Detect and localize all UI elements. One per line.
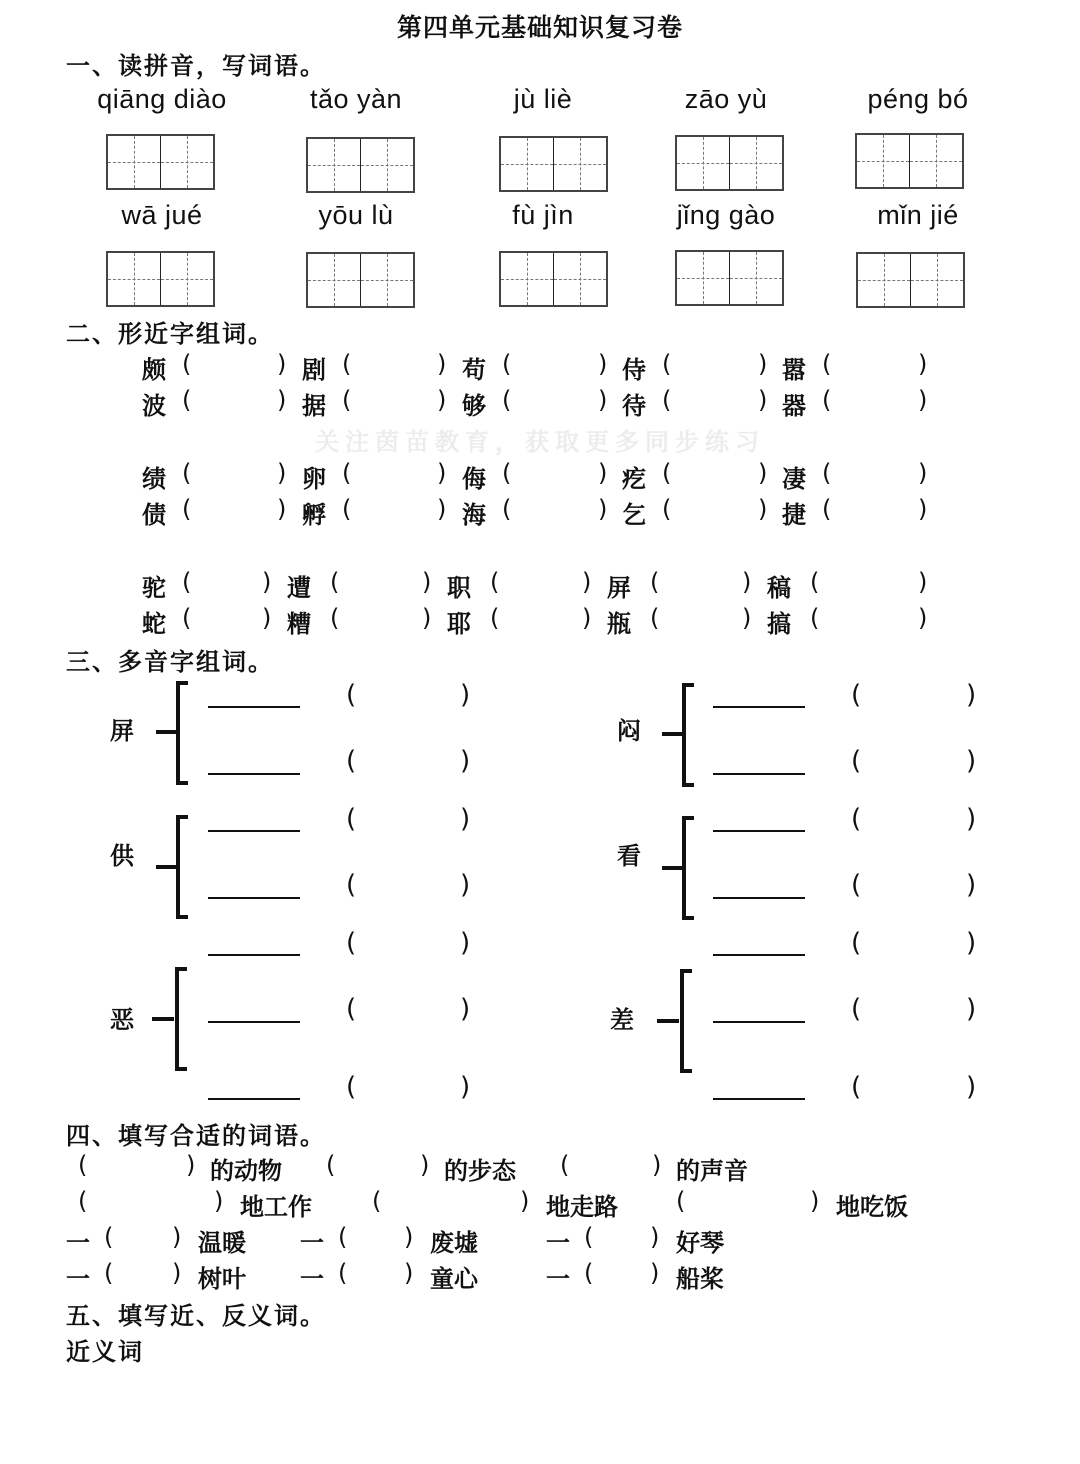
close-paren: ) (650, 1259, 660, 1287)
close-paren: ) (460, 928, 471, 958)
pinyin-label: wā jué (121, 200, 203, 230)
open-paren: ( (851, 804, 862, 834)
open-paren: ( (346, 928, 357, 958)
section-2-heading: 二、形近字组词。 (66, 320, 274, 348)
close-paren: ) (650, 1223, 660, 1251)
section-1-heading: 一、读拼音，写词语。 (66, 52, 326, 80)
open-paren: ( (182, 386, 192, 414)
synonyms-subheading: 近义词 (66, 1338, 144, 1366)
similar-char: 蛇 (142, 610, 166, 638)
similar-char: 屏 (607, 574, 631, 602)
fill-word: 的步态 (444, 1157, 516, 1185)
open-paren: ( (662, 386, 672, 414)
similar-char: 卵 (302, 465, 326, 493)
answer-blank[interactable] (713, 897, 805, 899)
open-paren: ( (78, 1151, 88, 1179)
close-paren: ) (742, 568, 752, 596)
similar-char: 剧 (302, 356, 326, 384)
watermark: 关注茵苗教育，获取更多同步练习 (315, 428, 765, 456)
close-paren: ) (918, 386, 928, 414)
open-paren: ( (662, 350, 672, 378)
similar-char: 凄 (782, 465, 806, 493)
open-paren: ( (330, 604, 340, 632)
close-paren: ) (277, 350, 287, 378)
close-paren: ) (437, 386, 447, 414)
close-paren: ) (918, 495, 928, 523)
close-paren: ) (437, 495, 447, 523)
fill-word: 的声音 (676, 1157, 748, 1185)
close-paren: ) (404, 1223, 414, 1251)
open-paren: ( (851, 870, 862, 900)
polyphone-char: 差 (610, 1006, 634, 1034)
similar-char: 波 (142, 392, 166, 420)
similar-char: 据 (302, 392, 326, 420)
brace-stem (662, 732, 684, 736)
close-paren: ) (758, 459, 768, 487)
close-paren: ) (262, 604, 272, 632)
close-paren: ) (966, 994, 977, 1024)
answer-blank[interactable] (713, 954, 805, 956)
answer-blank[interactable] (208, 830, 300, 832)
quantifier-prefix: 一 (66, 1265, 90, 1293)
open-paren: ( (182, 568, 192, 596)
similar-char: 遭 (287, 574, 311, 602)
close-paren: ) (918, 604, 928, 632)
polyphone-char: 闷 (617, 717, 641, 745)
answer-blank[interactable] (208, 1021, 300, 1023)
tianzige-writing-box[interactable] (106, 251, 215, 307)
fill-word: 的动物 (210, 1157, 282, 1185)
open-paren: ( (810, 604, 820, 632)
pinyin-label: zāo yù (684, 84, 768, 114)
answer-blank[interactable] (713, 1098, 805, 1100)
pinyin-label: jǐng gào (676, 200, 776, 230)
open-paren: ( (851, 994, 862, 1024)
open-paren: ( (822, 386, 832, 414)
brace-stem (152, 1017, 174, 1021)
open-paren: ( (326, 1151, 336, 1179)
brace (175, 967, 187, 1071)
close-paren: ) (277, 459, 287, 487)
close-paren: ) (598, 495, 608, 523)
fill-row (0, 1151, 1080, 1183)
similar-char: 苟 (462, 356, 486, 384)
similar-char: 搞 (767, 610, 791, 638)
brace (682, 816, 694, 920)
fill-word: 好琴 (676, 1229, 724, 1257)
close-paren: ) (598, 459, 608, 487)
fill-word: 地工作 (240, 1193, 312, 1221)
tianzige-writing-box[interactable] (856, 252, 965, 308)
open-paren: ( (338, 1223, 348, 1251)
similar-char: 侮 (462, 465, 486, 493)
tianzige-writing-box[interactable] (855, 133, 964, 189)
close-paren: ) (652, 1151, 662, 1179)
close-paren: ) (758, 386, 768, 414)
close-paren: ) (598, 350, 608, 378)
open-paren: ( (584, 1259, 594, 1287)
open-paren: ( (182, 604, 192, 632)
similar-char: 稿 (767, 574, 791, 602)
polyphone-char: 看 (617, 842, 641, 870)
quantifier-prefix: 一 (546, 1265, 570, 1293)
open-paren: ( (560, 1151, 570, 1179)
close-paren: ) (966, 928, 977, 958)
answer-blank[interactable] (208, 897, 300, 899)
open-paren: ( (584, 1223, 594, 1251)
open-paren: ( (342, 459, 352, 487)
page-title: 第四单元基础知识复习卷 (396, 13, 683, 42)
open-paren: ( (650, 568, 660, 596)
pinyin-label: mǐn jié (877, 200, 959, 230)
fill-word: 童心 (430, 1265, 478, 1293)
close-paren: ) (277, 495, 287, 523)
open-paren: ( (662, 459, 672, 487)
close-paren: ) (460, 680, 471, 710)
answer-blank[interactable] (713, 706, 805, 708)
close-paren: ) (262, 568, 272, 596)
fill-word: 地走路 (546, 1193, 618, 1221)
polyphone-char: 屏 (110, 717, 134, 745)
close-paren: ) (460, 994, 471, 1024)
close-paren: ) (172, 1223, 182, 1251)
similar-char: 嚣 (782, 356, 806, 384)
open-paren: ( (822, 459, 832, 487)
open-paren: ( (502, 459, 512, 487)
open-paren: ( (851, 928, 862, 958)
similar-char: 器 (782, 392, 806, 420)
similar-char: 海 (462, 501, 486, 529)
open-paren: ( (662, 495, 672, 523)
section-5-heading: 五、填写近、反义词。 (66, 1302, 326, 1330)
open-paren: ( (851, 1072, 862, 1102)
similar-char: 瓶 (607, 610, 631, 638)
tianzige-writing-box[interactable] (306, 252, 415, 308)
open-paren: ( (346, 1072, 357, 1102)
open-paren: ( (822, 495, 832, 523)
fill-word: 船桨 (676, 1265, 724, 1293)
open-paren: ( (78, 1187, 88, 1215)
tianzige-writing-box[interactable] (499, 136, 608, 192)
tianzige-writing-box[interactable] (106, 134, 215, 190)
close-paren: ) (742, 604, 752, 632)
similar-char: 颇 (142, 356, 166, 384)
close-paren: ) (460, 1072, 471, 1102)
tianzige-writing-box[interactable] (675, 250, 784, 306)
similar-char: 耶 (447, 610, 471, 638)
open-paren: ( (502, 495, 512, 523)
close-paren: ) (966, 680, 977, 710)
open-paren: ( (822, 350, 832, 378)
polyphone-char: 供 (110, 842, 134, 870)
close-paren: ) (404, 1259, 414, 1287)
close-paren: ) (172, 1259, 182, 1287)
close-paren: ) (966, 1072, 977, 1102)
close-paren: ) (420, 1151, 430, 1179)
open-paren: ( (490, 604, 500, 632)
close-paren: ) (437, 350, 447, 378)
open-paren: ( (338, 1259, 348, 1287)
close-paren: ) (582, 568, 592, 596)
similar-char: 糟 (287, 610, 311, 638)
fill-word: 温暖 (198, 1229, 246, 1257)
open-paren: ( (346, 746, 357, 776)
quantifier-prefix: 一 (66, 1229, 90, 1257)
similar-char: 职 (447, 574, 471, 602)
similar-char: 疙 (622, 465, 646, 493)
brace (176, 681, 188, 785)
section-4-heading: 四、填写合适的词语。 (66, 1122, 326, 1150)
similar-char-row (0, 604, 1080, 638)
quantifier-prefix: 一 (300, 1229, 324, 1257)
pinyin-label: jù liè (513, 84, 573, 114)
fill-word: 废墟 (430, 1229, 478, 1257)
brace (680, 969, 692, 1073)
tianzige-writing-box[interactable] (306, 137, 415, 193)
open-paren: ( (342, 350, 352, 378)
open-paren: ( (851, 746, 862, 776)
answer-blank[interactable] (208, 773, 300, 775)
similar-char: 捷 (782, 501, 806, 529)
open-paren: ( (676, 1187, 686, 1215)
answer-blank[interactable] (713, 1021, 805, 1023)
quantifier-prefix: 一 (546, 1229, 570, 1257)
similar-char: 绩 (142, 465, 166, 493)
fill-row (0, 1259, 1080, 1291)
answer-blank[interactable] (208, 706, 300, 708)
close-paren: ) (520, 1187, 530, 1215)
fill-word: 地吃饭 (836, 1193, 908, 1221)
brace (682, 683, 694, 787)
pinyin-label: péng bó (867, 84, 969, 114)
open-paren: ( (182, 350, 192, 378)
brace-stem (657, 1019, 679, 1023)
brace-stem (662, 866, 684, 870)
open-paren: ( (372, 1187, 382, 1215)
brace-stem (156, 730, 178, 734)
brace (176, 815, 188, 919)
open-paren: ( (346, 680, 357, 710)
tianzige-writing-box[interactable] (499, 251, 608, 307)
tianzige-writing-box[interactable] (675, 135, 784, 191)
pinyin-label: tǎo yàn (309, 84, 403, 114)
similar-char: 够 (462, 392, 486, 420)
answer-blank[interactable] (208, 1098, 300, 1100)
open-paren: ( (851, 680, 862, 710)
open-paren: ( (346, 804, 357, 834)
answer-blank[interactable] (713, 830, 805, 832)
open-paren: ( (650, 604, 660, 632)
answer-blank[interactable] (208, 954, 300, 956)
fill-row (0, 1187, 1080, 1219)
similar-char-row (0, 495, 1080, 529)
close-paren: ) (918, 350, 928, 378)
open-paren: ( (182, 495, 192, 523)
pinyin-label: yōu lù (318, 200, 394, 230)
answer-blank[interactable] (713, 773, 805, 775)
pinyin-label: qiāng diào (97, 84, 227, 114)
fill-word: 树叶 (198, 1265, 246, 1293)
open-paren: ( (490, 568, 500, 596)
close-paren: ) (422, 604, 432, 632)
close-paren: ) (966, 804, 977, 834)
close-paren: ) (460, 746, 471, 776)
close-paren: ) (966, 746, 977, 776)
open-paren: ( (104, 1223, 114, 1251)
polyphone-char: 恶 (110, 1006, 134, 1034)
fill-row (0, 1223, 1080, 1255)
close-paren: ) (918, 568, 928, 596)
open-paren: ( (346, 870, 357, 900)
section-3-heading: 三、多音字组词。 (66, 648, 274, 676)
similar-char: 待 (622, 392, 646, 420)
similar-char-row (0, 459, 1080, 493)
close-paren: ) (214, 1187, 224, 1215)
similar-char-row (0, 386, 1080, 420)
close-paren: ) (460, 870, 471, 900)
close-paren: ) (810, 1187, 820, 1215)
close-paren: ) (422, 568, 432, 596)
similar-char-row (0, 568, 1080, 602)
open-paren: ( (104, 1259, 114, 1287)
similar-char: 驼 (142, 574, 166, 602)
open-paren: ( (346, 994, 357, 1024)
close-paren: ) (918, 459, 928, 487)
close-paren: ) (758, 495, 768, 523)
similar-char: 侍 (622, 356, 646, 384)
open-paren: ( (502, 350, 512, 378)
similar-char: 孵 (302, 501, 326, 529)
similar-char: 乞 (622, 501, 646, 529)
similar-char-row (0, 350, 1080, 384)
brace-stem (156, 865, 178, 869)
open-paren: ( (342, 386, 352, 414)
open-paren: ( (182, 459, 192, 487)
similar-char: 债 (142, 501, 166, 529)
close-paren: ) (437, 459, 447, 487)
close-paren: ) (460, 804, 471, 834)
open-paren: ( (330, 568, 340, 596)
open-paren: ( (342, 495, 352, 523)
pinyin-label: fù jìn (512, 200, 574, 230)
open-paren: ( (502, 386, 512, 414)
close-paren: ) (186, 1151, 196, 1179)
close-paren: ) (758, 350, 768, 378)
close-paren: ) (598, 386, 608, 414)
open-paren: ( (810, 568, 820, 596)
close-paren: ) (966, 870, 977, 900)
close-paren: ) (582, 604, 592, 632)
quantifier-prefix: 一 (300, 1265, 324, 1293)
close-paren: ) (277, 386, 287, 414)
